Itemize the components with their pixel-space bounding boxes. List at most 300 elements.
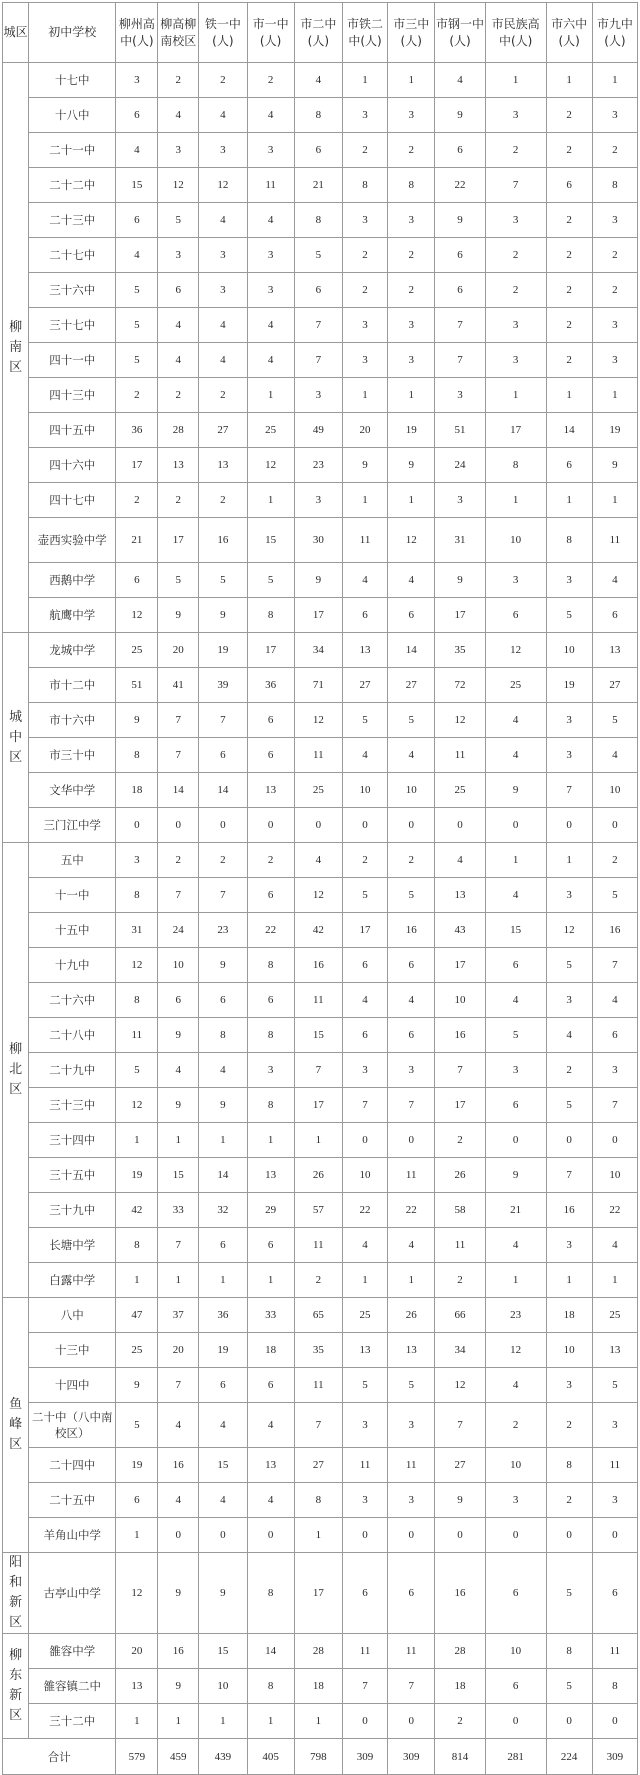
quota-cell: 51	[435, 413, 485, 448]
quota-cell: 2	[342, 273, 387, 308]
quota-cell: 6	[546, 168, 592, 203]
quota-cell: 16	[158, 1634, 199, 1669]
table-row	[3, 518, 638, 563]
quota-cell: 2	[546, 238, 592, 273]
quota-cell: 11	[116, 1018, 158, 1053]
quota-cell: 17	[158, 518, 199, 563]
quota-cell: 6	[294, 133, 342, 168]
quota-cell: 3	[294, 378, 342, 413]
quota-cell: 2	[247, 63, 294, 98]
quota-cell: 4	[342, 738, 387, 773]
column-header: 市三中(人)	[388, 3, 435, 63]
quota-cell: 9	[485, 1158, 546, 1193]
school-name-cell	[29, 563, 116, 598]
quota-cell: 9	[435, 563, 485, 598]
quota-cell: 4	[294, 843, 342, 878]
quota-cell: 0	[342, 1704, 387, 1739]
quota-cell: 7	[435, 1053, 485, 1088]
quota-cell: 2	[158, 483, 199, 518]
quota-cell: 2	[435, 1704, 485, 1739]
quota-cell: 3	[485, 203, 546, 238]
quota-cell: 1	[294, 1518, 342, 1553]
quota-cell: 13	[592, 633, 637, 668]
table-row	[3, 378, 638, 413]
quota-cell: 5	[342, 1368, 387, 1403]
quota-cell: 1	[485, 1263, 546, 1298]
quota-cell: 20	[342, 413, 387, 448]
total-cell: 405	[247, 1739, 294, 1775]
table-row	[3, 878, 638, 913]
table-row	[3, 203, 638, 238]
quota-cell: 4	[435, 843, 485, 878]
quota-cell: 13	[199, 448, 247, 483]
table-row	[3, 98, 638, 133]
quota-cell: 3	[116, 63, 158, 98]
quota-cell: 6	[435, 273, 485, 308]
quota-cell: 6	[485, 1553, 546, 1634]
quota-cell: 17	[294, 1553, 342, 1634]
quota-cell: 7	[294, 308, 342, 343]
quota-cell: 0	[546, 1518, 592, 1553]
quota-cell: 7	[342, 1088, 387, 1123]
school-name: 八中	[60, 1308, 84, 1322]
school-name-cell	[29, 413, 116, 448]
quota-cell: 16	[199, 518, 247, 563]
column-header: 市钢一中(人)	[435, 3, 485, 63]
quota-cell: 2	[158, 378, 199, 413]
school-name: 四十七中	[49, 493, 96, 507]
quota-cell: 1	[592, 378, 637, 413]
quota-cell: 2	[388, 273, 435, 308]
quota-cell: 11	[592, 1448, 637, 1483]
quota-cell: 65	[294, 1298, 342, 1333]
table-row	[3, 773, 638, 808]
quota-cell: 3	[158, 238, 199, 273]
quota-cell: 13	[388, 1333, 435, 1368]
quota-cell: 23	[199, 913, 247, 948]
quota-cell: 2	[199, 483, 247, 518]
quota-cell: 1	[592, 63, 637, 98]
quota-cell: 34	[294, 633, 342, 668]
quota-cell: 5	[116, 1053, 158, 1088]
quota-cell: 4	[485, 983, 546, 1018]
quota-cell: 8	[247, 1018, 294, 1053]
quota-cell: 9	[158, 1018, 199, 1053]
school-name-cell	[29, 133, 116, 168]
quota-cell: 25	[116, 1333, 158, 1368]
school-name-cell	[29, 1088, 116, 1123]
quota-cell: 3	[247, 273, 294, 308]
quota-cell: 11	[294, 1368, 342, 1403]
quota-cell: 47	[116, 1298, 158, 1333]
quota-cell: 9	[116, 703, 158, 738]
quota-cell: 3	[592, 203, 637, 238]
quota-cell: 2	[485, 1403, 546, 1448]
quota-cell: 3	[546, 983, 592, 1018]
quota-cell: 9	[485, 773, 546, 808]
quota-cell: 6	[592, 598, 637, 633]
table-row	[3, 1634, 638, 1669]
quota-cell: 15	[116, 168, 158, 203]
quota-cell: 2	[158, 843, 199, 878]
total-cell: 579	[116, 1739, 158, 1775]
quota-cell: 25	[342, 1298, 387, 1333]
quota-cell: 1	[546, 378, 592, 413]
quota-cell: 13	[116, 1669, 158, 1704]
quota-cell: 25	[116, 633, 158, 668]
quota-cell: 26	[294, 1158, 342, 1193]
school-name: 古亭山中学	[43, 1586, 102, 1600]
quota-cell: 36	[247, 668, 294, 703]
table-row	[3, 843, 638, 878]
school-name-cell	[29, 273, 116, 308]
quota-cell: 15	[199, 1634, 247, 1669]
table-row	[3, 1263, 638, 1298]
quota-cell: 3	[485, 563, 546, 598]
table-row	[3, 1704, 638, 1739]
quota-cell: 3	[199, 133, 247, 168]
quota-cell: 5	[294, 238, 342, 273]
school-name: 四十六中	[49, 458, 96, 472]
quota-cell: 6	[435, 238, 485, 273]
quota-cell: 7	[158, 738, 199, 773]
school-name: 三十五中	[49, 1168, 96, 1182]
quota-cell: 14	[158, 773, 199, 808]
quota-cell: 5	[485, 1018, 546, 1053]
school-name-cell	[29, 518, 116, 563]
quota-cell: 21	[116, 518, 158, 563]
quota-cell: 8	[388, 168, 435, 203]
quota-cell: 33	[247, 1298, 294, 1333]
quota-cell: 11	[294, 738, 342, 773]
quota-cell: 12	[116, 1553, 158, 1634]
school-name: 二十二中	[49, 178, 96, 192]
quota-cell: 3	[199, 273, 247, 308]
quota-cell: 24	[158, 913, 199, 948]
quota-cell: 6	[247, 1368, 294, 1403]
quota-cell: 0	[116, 808, 158, 843]
quota-cell: 3	[342, 1403, 387, 1448]
district-cell: 柳南区	[3, 63, 29, 633]
quota-cell: 5	[592, 703, 637, 738]
quota-cell: 3	[592, 308, 637, 343]
quota-cell: 0	[592, 808, 637, 843]
school-name: 三十二中	[49, 1714, 96, 1728]
quota-cell: 2	[342, 843, 387, 878]
school-name: 航鹰中学	[49, 608, 96, 622]
quota-cell: 11	[342, 1448, 387, 1483]
quota-cell: 6	[247, 983, 294, 1018]
quota-cell: 4	[485, 703, 546, 738]
quota-cell: 6	[342, 1553, 387, 1634]
quota-cell: 2	[342, 238, 387, 273]
quota-cell: 2	[546, 273, 592, 308]
quota-cell: 3	[388, 343, 435, 378]
quota-cell: 11	[342, 1634, 387, 1669]
quota-cell: 20	[116, 1634, 158, 1669]
quota-cell: 8	[546, 1634, 592, 1669]
quota-cell: 49	[294, 413, 342, 448]
quota-cell: 2	[199, 843, 247, 878]
quota-cell: 4	[199, 1403, 247, 1448]
quota-cell: 2	[592, 133, 637, 168]
quota-cell: 13	[247, 1158, 294, 1193]
quota-cell: 3	[294, 483, 342, 518]
quota-cell: 6	[388, 598, 435, 633]
quota-cell: 20	[158, 1333, 199, 1368]
quota-cell: 13	[158, 448, 199, 483]
school-name: 二十中（八中南校区）	[32, 1410, 113, 1440]
quota-cell: 3	[546, 703, 592, 738]
quota-cell: 2	[199, 378, 247, 413]
quota-cell: 2	[546, 203, 592, 238]
quota-cell: 12	[116, 948, 158, 983]
quota-cell: 4	[116, 133, 158, 168]
quota-cell: 4	[485, 1368, 546, 1403]
total-cell: 459	[158, 1739, 199, 1775]
school-name-cell	[29, 913, 116, 948]
quota-cell: 2	[116, 483, 158, 518]
quota-cell: 8	[294, 203, 342, 238]
quota-cell: 1	[342, 378, 387, 413]
quota-cell: 5	[116, 273, 158, 308]
quota-cell: 7	[294, 343, 342, 378]
quota-cell: 1	[199, 1123, 247, 1158]
quota-cell: 0	[485, 1123, 546, 1158]
quota-cell: 39	[199, 668, 247, 703]
quota-cell: 8	[342, 168, 387, 203]
quota-cell: 6	[388, 1553, 435, 1634]
quota-cell: 3	[435, 378, 485, 413]
school-name: 雒容镇二中	[43, 1679, 102, 1693]
quota-cell: 12	[485, 633, 546, 668]
quota-cell: 6	[116, 1483, 158, 1518]
quota-cell: 21	[485, 1193, 546, 1228]
quota-cell: 3	[342, 1053, 387, 1088]
quota-cell: 0	[546, 808, 592, 843]
quota-cell: 13	[342, 1333, 387, 1368]
quota-cell: 8	[247, 1553, 294, 1634]
quota-cell: 5	[342, 878, 387, 913]
quota-cell: 42	[294, 913, 342, 948]
school-name: 二十九中	[49, 1063, 96, 1077]
school-name-cell	[29, 1263, 116, 1298]
quota-cell: 15	[247, 518, 294, 563]
total-cell: 309	[342, 1739, 387, 1775]
quota-cell: 2	[342, 133, 387, 168]
quota-cell: 6	[199, 983, 247, 1018]
quota-cell: 4	[247, 308, 294, 343]
school-name: 二十六中	[49, 993, 96, 1007]
quota-cell: 2	[485, 273, 546, 308]
quota-cell: 12	[116, 1088, 158, 1123]
quota-cell: 8	[592, 1669, 637, 1704]
school-name: 四十一中	[49, 353, 96, 367]
quota-cell: 8	[546, 1448, 592, 1483]
quota-cell: 66	[435, 1298, 485, 1333]
school-name: 三十四中	[49, 1133, 96, 1147]
quota-cell: 23	[485, 1298, 546, 1333]
quota-cell: 1	[388, 63, 435, 98]
quota-cell: 31	[116, 913, 158, 948]
quota-cell: 3	[342, 343, 387, 378]
school-name: 二十八中	[49, 1028, 96, 1042]
school-name: 四十三中	[49, 388, 96, 402]
quota-cell: 0	[158, 1518, 199, 1553]
quota-cell: 16	[435, 1553, 485, 1634]
school-name-cell	[29, 1228, 116, 1263]
table-row	[3, 238, 638, 273]
quota-cell: 13	[342, 633, 387, 668]
quota-cell: 4	[158, 343, 199, 378]
quota-cell: 3	[592, 1403, 637, 1448]
school-name-cell	[29, 983, 116, 1018]
quota-cell: 28	[294, 1634, 342, 1669]
quota-cell: 1	[546, 1263, 592, 1298]
quota-cell: 1	[247, 1704, 294, 1739]
quota-cell: 2	[435, 1123, 485, 1158]
quota-cell: 12	[116, 598, 158, 633]
quota-cell: 27	[294, 1448, 342, 1483]
quota-cell: 7	[294, 1053, 342, 1088]
quota-cell: 5	[158, 203, 199, 238]
quota-cell: 4	[388, 738, 435, 773]
quota-cell: 1	[485, 483, 546, 518]
quota-cell: 1	[158, 1263, 199, 1298]
quota-cell: 4	[247, 343, 294, 378]
quota-cell: 37	[158, 1298, 199, 1333]
school-name: 三十六中	[49, 283, 96, 297]
quota-cell: 8	[592, 168, 637, 203]
column-header: 铁一中(人)	[199, 3, 247, 63]
quota-cell: 8	[247, 598, 294, 633]
quota-cell: 11	[294, 1228, 342, 1263]
school-name-cell	[29, 308, 116, 343]
quota-cell: 17	[294, 598, 342, 633]
table-row	[3, 913, 638, 948]
table-row	[3, 1448, 638, 1483]
quota-cell: 14	[546, 413, 592, 448]
quota-cell: 7	[435, 1403, 485, 1448]
quota-cell: 4	[485, 878, 546, 913]
quota-cell: 12	[294, 703, 342, 738]
quota-cell: 1	[158, 1704, 199, 1739]
quota-cell: 1	[388, 378, 435, 413]
school-name: 三十九中	[49, 1203, 96, 1217]
quota-cell: 2	[388, 843, 435, 878]
table-row	[3, 343, 638, 378]
quota-cell: 21	[294, 168, 342, 203]
quota-cell: 72	[435, 668, 485, 703]
quota-cell: 4	[388, 983, 435, 1018]
quota-cell: 15	[158, 1158, 199, 1193]
quota-cell: 34	[435, 1333, 485, 1368]
quota-cell: 1	[116, 1263, 158, 1298]
quota-cell: 2	[592, 238, 637, 273]
quota-cell: 19	[592, 413, 637, 448]
quota-cell: 35	[435, 633, 485, 668]
quota-cell: 2	[485, 133, 546, 168]
school-name-cell	[29, 1123, 116, 1158]
school-name-cell	[29, 668, 116, 703]
quota-cell: 4	[199, 343, 247, 378]
quota-cell: 12	[435, 1368, 485, 1403]
school-name: 十九中	[55, 958, 90, 972]
quota-cell: 13	[592, 1333, 637, 1368]
quota-cell: 5	[546, 598, 592, 633]
quota-cell: 10	[342, 773, 387, 808]
quota-cell: 6	[116, 98, 158, 133]
table-row	[3, 948, 638, 983]
quota-cell: 9	[158, 1088, 199, 1123]
quota-cell: 2	[546, 1483, 592, 1518]
total-cell: 309	[592, 1739, 637, 1775]
quota-cell: 5	[546, 1669, 592, 1704]
quota-cell: 10	[592, 1158, 637, 1193]
school-name-cell	[29, 1553, 116, 1634]
quota-cell: 27	[199, 413, 247, 448]
quota-cell: 0	[435, 1518, 485, 1553]
total-cell: 798	[294, 1739, 342, 1775]
quota-cell: 1	[116, 1123, 158, 1158]
quota-cell: 3	[546, 878, 592, 913]
total-row	[3, 1739, 638, 1775]
school-name-cell	[29, 1634, 116, 1669]
school-name: 市三十中	[49, 748, 96, 762]
school-name-cell	[29, 483, 116, 518]
school-name: 龙城中学	[49, 643, 96, 657]
table-row	[3, 1298, 638, 1333]
quota-cell: 4	[199, 1483, 247, 1518]
school-name-cell	[29, 1483, 116, 1518]
quota-cell: 4	[485, 1228, 546, 1263]
school-name-cell	[29, 1518, 116, 1553]
quota-cell: 51	[116, 668, 158, 703]
quota-cell: 15	[199, 1448, 247, 1483]
admission-quota-table	[2, 2, 638, 1775]
school-name-cell	[29, 808, 116, 843]
quota-cell: 8	[199, 1018, 247, 1053]
quota-cell: 2	[485, 238, 546, 273]
quota-cell: 7	[592, 948, 637, 983]
quota-cell: 0	[592, 1704, 637, 1739]
table-row	[3, 1368, 638, 1403]
quota-cell: 14	[388, 633, 435, 668]
table-row	[3, 168, 638, 203]
table-row	[3, 633, 638, 668]
quota-cell: 6	[485, 598, 546, 633]
quota-cell: 19	[388, 413, 435, 448]
quota-cell: 2	[388, 133, 435, 168]
table-row	[3, 1193, 638, 1228]
quota-cell: 1	[485, 843, 546, 878]
table-row	[3, 1518, 638, 1553]
quota-cell: 22	[247, 913, 294, 948]
quota-cell: 5	[388, 703, 435, 738]
quota-cell: 8	[485, 448, 546, 483]
quota-cell: 1	[546, 483, 592, 518]
school-name: 十五中	[55, 923, 90, 937]
quota-cell: 3	[116, 843, 158, 878]
total-label: 合计	[3, 1739, 116, 1775]
quota-cell: 6	[247, 1228, 294, 1263]
quota-cell: 6	[342, 1018, 387, 1053]
quota-cell: 5	[546, 1553, 592, 1634]
quota-cell: 3	[342, 203, 387, 238]
quota-cell: 58	[435, 1193, 485, 1228]
quota-cell: 57	[294, 1193, 342, 1228]
quota-cell: 7	[388, 1088, 435, 1123]
